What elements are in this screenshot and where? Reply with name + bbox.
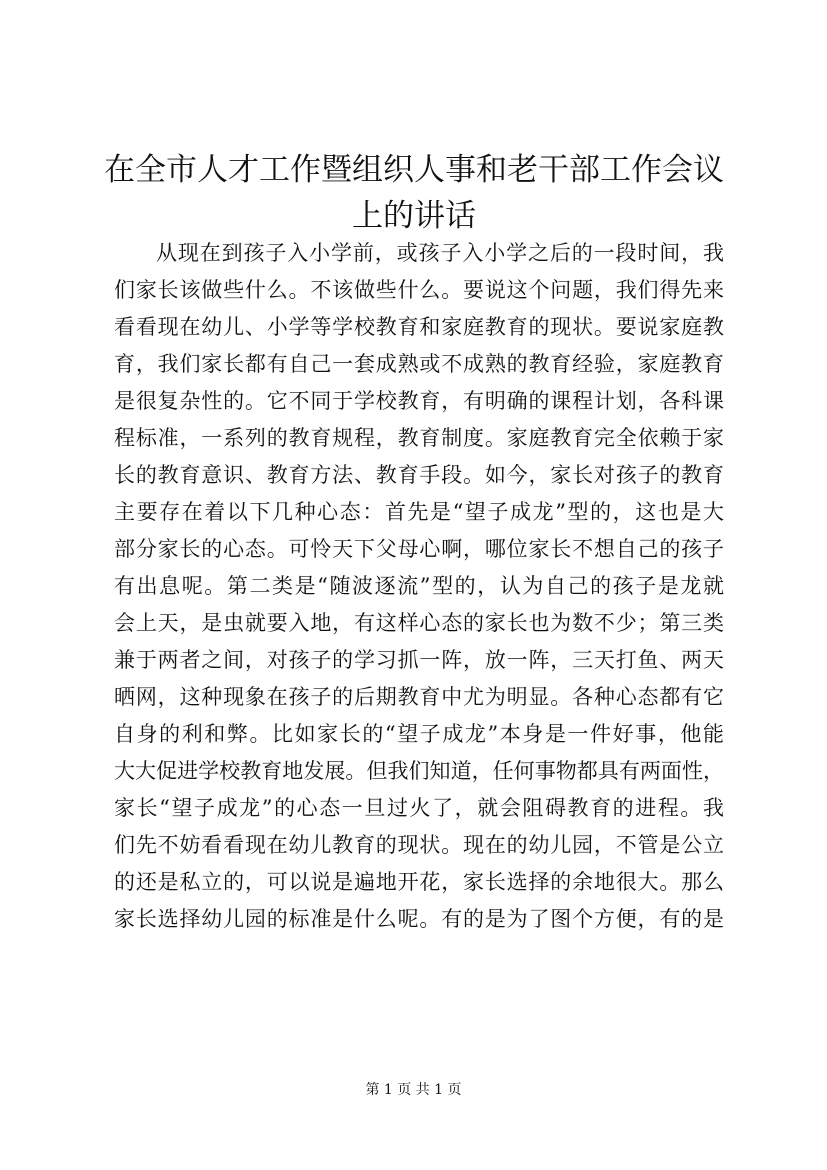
body-line-6: 程标准，一系列的教育规程，教育制度。家庭教育完全依赖于家: [114, 426, 724, 450]
body-line-11: 会上天，是虫就要入地，有这样心态的家长也为数不少；第三类: [114, 611, 724, 635]
body-line-7: 长的教育意识、教育方法、教育手段。如今，家长对孩子的教育: [114, 463, 724, 487]
body-line-13: 晒网，这种现象在孩子的后期教育中尤为明显。各种心态都有它: [114, 685, 724, 709]
body-line-17: 们先不妨看看现在幼儿教育的现状。现在的幼儿园，不管是公立: [114, 833, 724, 857]
body-line-10: 有出息呢。第二类是“随波逐流”型的，认为自己的孩子是龙就: [114, 574, 724, 598]
body-line-18: 的还是私立的，可以说是遍地开花，家长选择的余地很大。那么: [114, 870, 724, 894]
body-line-3: 看看现在幼儿、小学等学校教育和家庭教育的现状。要说家庭教: [114, 315, 724, 339]
body-line-15: 大大促进学校教育地发展。但我们知道，任何事物都具有两面性，: [114, 759, 724, 783]
body-line-9: 部分家长的心态。可怜天下父母心啊，哪位家长不想自己的孩子: [114, 537, 724, 561]
page-number: 第 1 页 共 1 页: [365, 1082, 462, 1098]
body-line-12: 兼于两者之间，对孩子的学习抓一阵，放一阵，三天打鱼、两天: [114, 648, 724, 672]
body-line-1: 从现在到孩子入小学前，或孩子入小学之后的一段时间，我: [156, 241, 724, 265]
body-line-2: 们家长该做些什么。不该做些什么。要说这个问题，我们得先来: [114, 278, 724, 302]
body-line-8: 主要存在着以下几种心态：首先是“望子成龙”型的，这也是大: [114, 500, 724, 524]
body-line-4: 育，我们家长都有自己一套成熟或不成熟的教育经验，家庭教育: [114, 352, 724, 376]
document-body: [114, 235, 724, 938]
document-title-line-1: 在全市人才工作暨组织人事和老干部工作会议: [104, 152, 724, 188]
body-line-14: 自身的利和弊。比如家长的“望子成龙”本身是一件好事，他能: [114, 722, 724, 746]
body-line-16: 家长“望子成龙”的心态一旦过火了，就会阻碍教育的进程。我: [114, 796, 724, 820]
body-line-19: 家长选择幼儿园的标准是什么呢。有的是为了图个方便，有的是: [114, 907, 724, 931]
document-title-line-2: 上的讲话: [352, 198, 476, 234]
page-footer: [0, 1080, 827, 1100]
body-line-5: 是很复杂性的。它不同于学校教育，有明确的课程计划，各科课: [114, 389, 724, 413]
